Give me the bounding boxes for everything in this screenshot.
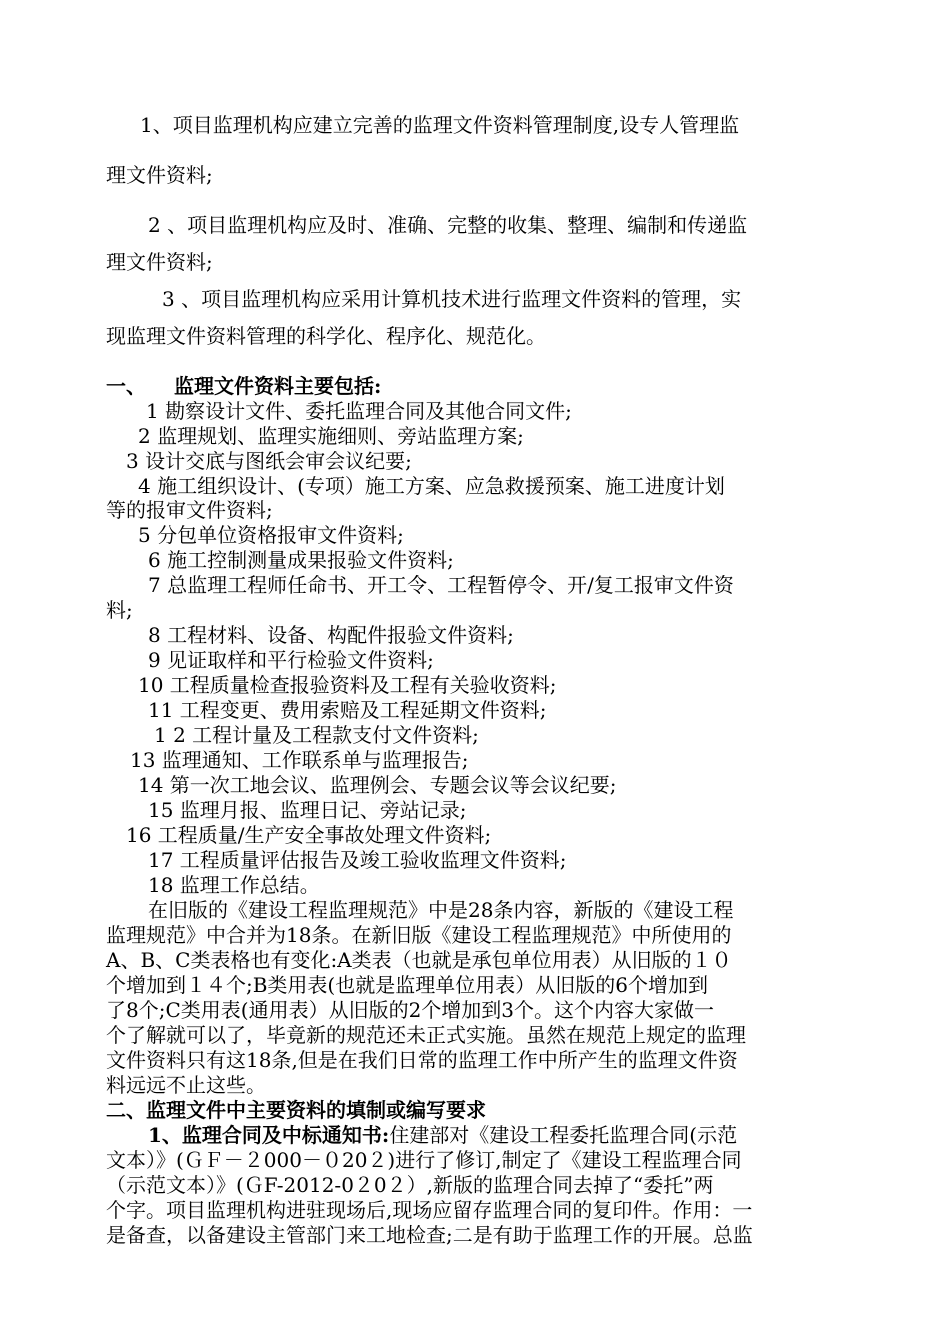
list-item: 14 第一次工地会议、监理例会、专题会议等会议纪要; <box>138 773 617 797</box>
list-item: 13 监理通知、工作联系单与监理报告; <box>130 748 469 772</box>
paragraph-line: 文本）》(ＧＦ－２000－０20２)进行了修订,制定了《建设工程监理合同 <box>106 1148 742 1172</box>
section2-sub-label: 1、监理合同及中标通知书: <box>148 1123 390 1147</box>
list-item: 5 分包单位资格报审文件资料; <box>138 523 404 547</box>
paragraph-line: 监理规范》中合并为18条。在新旧版《建设工程监理规范》中所使用的 <box>106 923 732 947</box>
section1-heading: 监理文件资料主要包括: <box>174 374 382 398</box>
list-item: 18 监理工作总结。 <box>148 873 320 897</box>
list-item: 11 工程变更、费用索赔及工程延期文件资料; <box>148 698 547 722</box>
list-item: 9 见证取样和平行检验文件资料; <box>148 648 434 672</box>
intro-p3-line1: 3 、项目监理机构应采用计算机技术进行监理文件资料的管理，实 <box>162 287 742 311</box>
list-item: 10 工程质量检查报验资料及工程有关验收资料; <box>138 673 557 697</box>
section1-heading-number: 一、 <box>106 374 146 398</box>
list-item: 4 施工组织设计、(专项）施工方案、应急救援预案、施工进度计划 <box>138 474 725 498</box>
paragraph-line: （示范文本）》(ＧF-2012-0２0２）,新版的监理合同去掉了“委托”两 <box>106 1173 714 1197</box>
section2-heading: 二、监理文件中主要资料的填制或编写要求 <box>106 1098 486 1122</box>
paragraph-line: A、B、C类表格也有变化:A类表（也就是承包单位用表）从旧版的１０ <box>106 948 732 972</box>
paragraph-line: 在旧版的《建设工程监理规范》中是28条内容，新版的《建设工程 <box>148 898 734 922</box>
paragraph-line: 了8个;C类用表(通用表）从旧版的2个增加到3个。这个内容大家做一 <box>106 998 715 1022</box>
list-item: 3 设计交底与图纸会审会议纪要; <box>126 449 412 473</box>
intro-p2-line1: 2 、项目监理机构应及时、准确、完整的收集、整理、编制和传递监 <box>148 213 748 237</box>
list-item: 料; <box>106 598 133 622</box>
list-item: 7 总监理工程师任命书、开工令、工程暂停令、开/复工报审文件资 <box>148 573 734 597</box>
intro-p2-line2: 理文件资料; <box>106 250 213 274</box>
paragraph-line: 料远远不止这些。 <box>106 1073 266 1097</box>
paragraph-line: 文件资料只有这18条,但是在我们日常的监理工作中所产生的监理文件资 <box>106 1048 738 1072</box>
intro-p3-line2: 现监理文件资料管理的科学化、程序化、规范化。 <box>106 324 546 348</box>
list-item: 2 监理规划、监理实施细则、旁站监理方案; <box>138 424 524 448</box>
list-item: 1 勘察设计文件、委托监理合同及其他合同文件; <box>146 399 572 423</box>
list-item: 6 施工控制测量成果报验文件资料; <box>148 548 454 572</box>
list-item: 8 工程材料、设备、构配件报验文件资料; <box>148 623 514 647</box>
list-item: 15 监理月报、监理日记、旁站记录; <box>148 798 467 822</box>
paragraph-line: 个增加到１４个;B类用表(也就是监理单位用表）从旧版的6个增加到 <box>106 973 708 997</box>
intro-p1-line2: 理文件资料; <box>106 163 213 187</box>
paragraph-line: 个了解就可以了，毕竟新的规范还未正式实施。虽然在规范上规定的监理 <box>106 1023 746 1047</box>
list-item: 1 2 工程计量及工程款支付文件资料; <box>154 723 479 747</box>
list-item: 17 工程质量评估报告及竣工验收监理文件资料; <box>148 848 567 872</box>
section2-sub-line <box>148 1123 737 1147</box>
list-item: 等的报审文件资料; <box>106 498 273 522</box>
section2-sub-text: 住建部对《建设工程委托监理合同(示范 <box>389 1123 738 1147</box>
paragraph-line: 个字。项目监理机构进驻现场后,现场应留存监理合同的复印件。作用：一 <box>106 1198 753 1222</box>
list-item: 16 工程质量/生产安全事故处理文件资料; <box>126 823 492 847</box>
paragraph-line: 是备查，以备建设主管部门来工地检查;二是有助于监理工作的开展。总监 <box>106 1223 753 1247</box>
intro-p1-line1: 1、项目监理机构应建立完善的监理文件资料管理制度,设专人管理监 <box>140 113 740 137</box>
